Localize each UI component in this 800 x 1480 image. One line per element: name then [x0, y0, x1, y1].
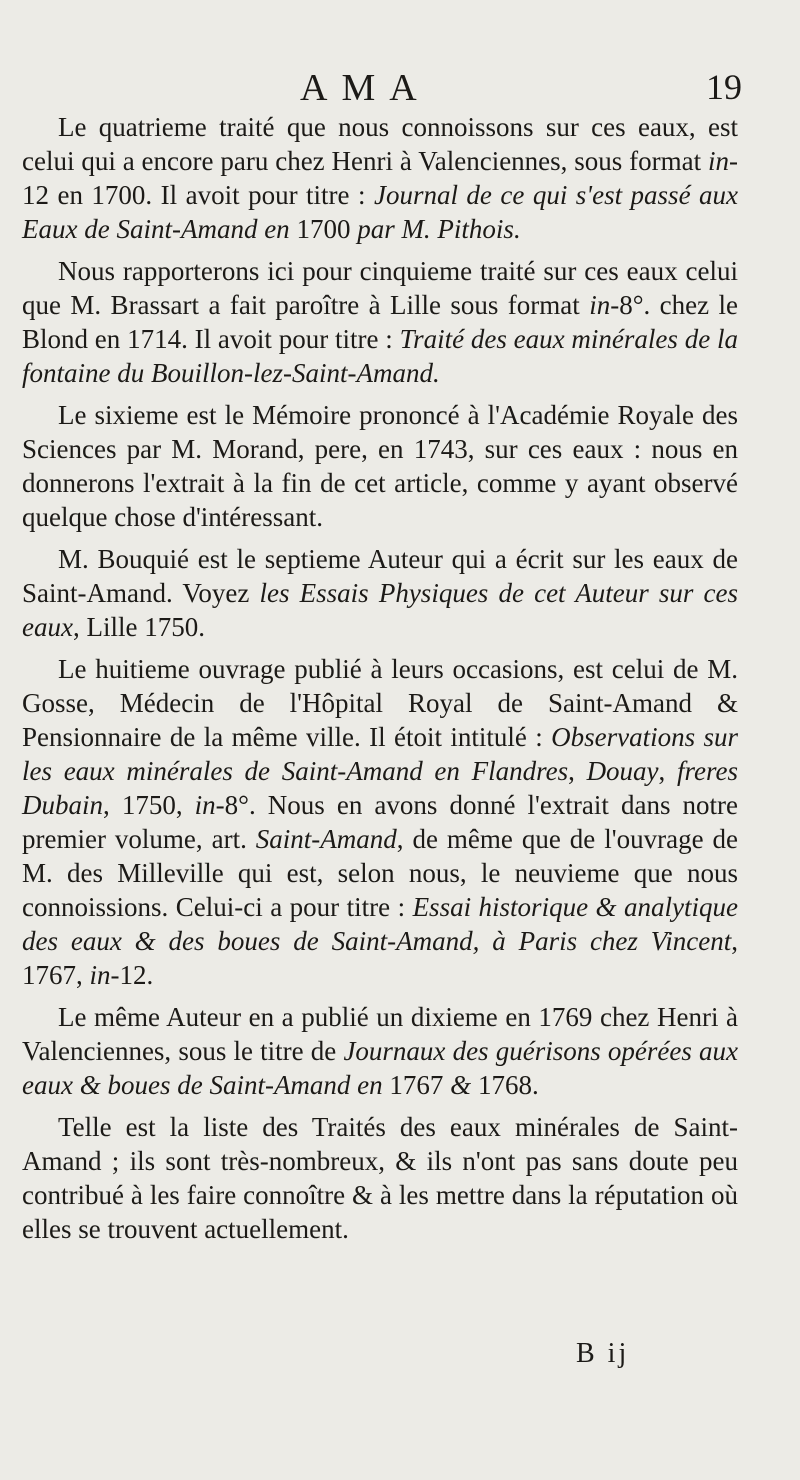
italic-run: Essai historique & analytique des eaux & des boues de Saint-Amand, à Paris chez Vincent: [22, 892, 738, 956]
paragraph: [22, 542, 738, 644]
italic-run: Observations sur les eaux minérales de Saint-Amand en Flandres: [22, 722, 739, 786]
italic-run: in-: [589, 290, 620, 320]
text-run: Le huitieme ouvrage publié à leurs occasions, est celui de M. Gosse, Médecin de l'Hôpital Royal de Saint-Amand & Pensionnaire de la même ville. Il étoit intitulé :: [22, 654, 738, 752]
text-run: , 1767,: [22, 926, 738, 990]
signature-mark: B ij: [576, 1338, 630, 1369]
text-run: Le quatrieme traité que nous connoissons sur ces eaux, est celui qui a encore paru chez Henri à Valenciennes, sous format: [22, 112, 738, 176]
text-run: Telle est la liste des Traités des eaux minérales de Saint-Amand ; ils sont très-nombreux, & ils n'ont pas sans doute peu contribué à les faire connoître & à les mettre dans la réputation où elles se trouvent actuellement.: [22, 1112, 738, 1244]
page-header: [0, 66, 800, 116]
page-number: 19: [706, 67, 742, 107]
text-run: Le même Auteur en a publié un dixieme en 1769 chez Henri à Valenciennes, sous le titre de: [22, 1002, 738, 1066]
paragraph: [22, 1000, 738, 1102]
italic-run: Saint-Amand: [255, 824, 397, 854]
paragraph: [22, 254, 738, 390]
running-title: AMA: [300, 67, 431, 109]
text-run: 12 en 1700. Il avoit pour titre :: [22, 180, 374, 210]
text-run: , Lille 1750.: [72, 612, 205, 642]
text-run: 1700: [289, 214, 358, 244]
text-run: 1768.: [471, 1070, 539, 1100]
italic-run: par M. Pithois.: [357, 214, 521, 244]
italic-run: Journaux des guérisons opérées aux eaux & boues de Saint-Amand en: [22, 1036, 738, 1100]
text-run: 1767: [382, 1070, 451, 1100]
italic-run: in-: [194, 790, 225, 820]
text-run: 8°. Nous en avons donné l'extrait dans notre premier volume, art.: [22, 790, 739, 854]
italic-run: les Essais Physiques de cet Auteur sur ces eaux: [22, 578, 738, 642]
text-run: ,: [568, 756, 587, 786]
italic-run: Douay: [586, 756, 659, 786]
italic-run: in-: [89, 960, 120, 990]
italic-run: Journal de ce qui s'est passé aux Eaux de Saint-Amand en: [22, 180, 739, 244]
text-run: , de même que de l'ouvrage de M. des Milleville qui est, selon nous, le neuvieme que nous connoissions. Celui-ci a pour titre :: [22, 824, 738, 922]
text-run: 8°. chez le Blond en 1714. Il avoit pour titre :: [22, 290, 738, 354]
text-run: Le sixieme est le Mémoire prononcé à l'Académie Royale des Sciences par M. Morand, pere, en 1743, sur ces eaux : nous en donnerons l'extrait à la fin de cet article, comme y ayant observé quelque chose d'intéressant.: [22, 400, 738, 532]
text-run: Nous rapporterons ici pour cinquieme traité sur ces eaux celui que M. Brassart a fait paroître à Lille sous format: [22, 256, 738, 320]
italic-run: in-: [708, 146, 738, 176]
text-run: M. Bouquié est le septieme Auteur qui a écrit sur les eaux de Saint-Amand. Voyez: [22, 544, 738, 608]
italic-run: freres Dubain: [22, 756, 738, 820]
italic-run: &: [450, 1070, 472, 1100]
text-run: ,: [658, 756, 677, 786]
text-run: 12.: [119, 960, 154, 990]
paragraph: [22, 110, 738, 246]
paragraph: [22, 1110, 738, 1246]
paragraph: [22, 652, 738, 992]
text-run: , 1750,: [103, 790, 195, 820]
italic-run: Traité des eaux minérales de la fontaine du Bouillon-lez-Saint-Amand.: [22, 324, 738, 388]
paragraph: [22, 398, 738, 534]
body-text: [22, 110, 738, 1254]
